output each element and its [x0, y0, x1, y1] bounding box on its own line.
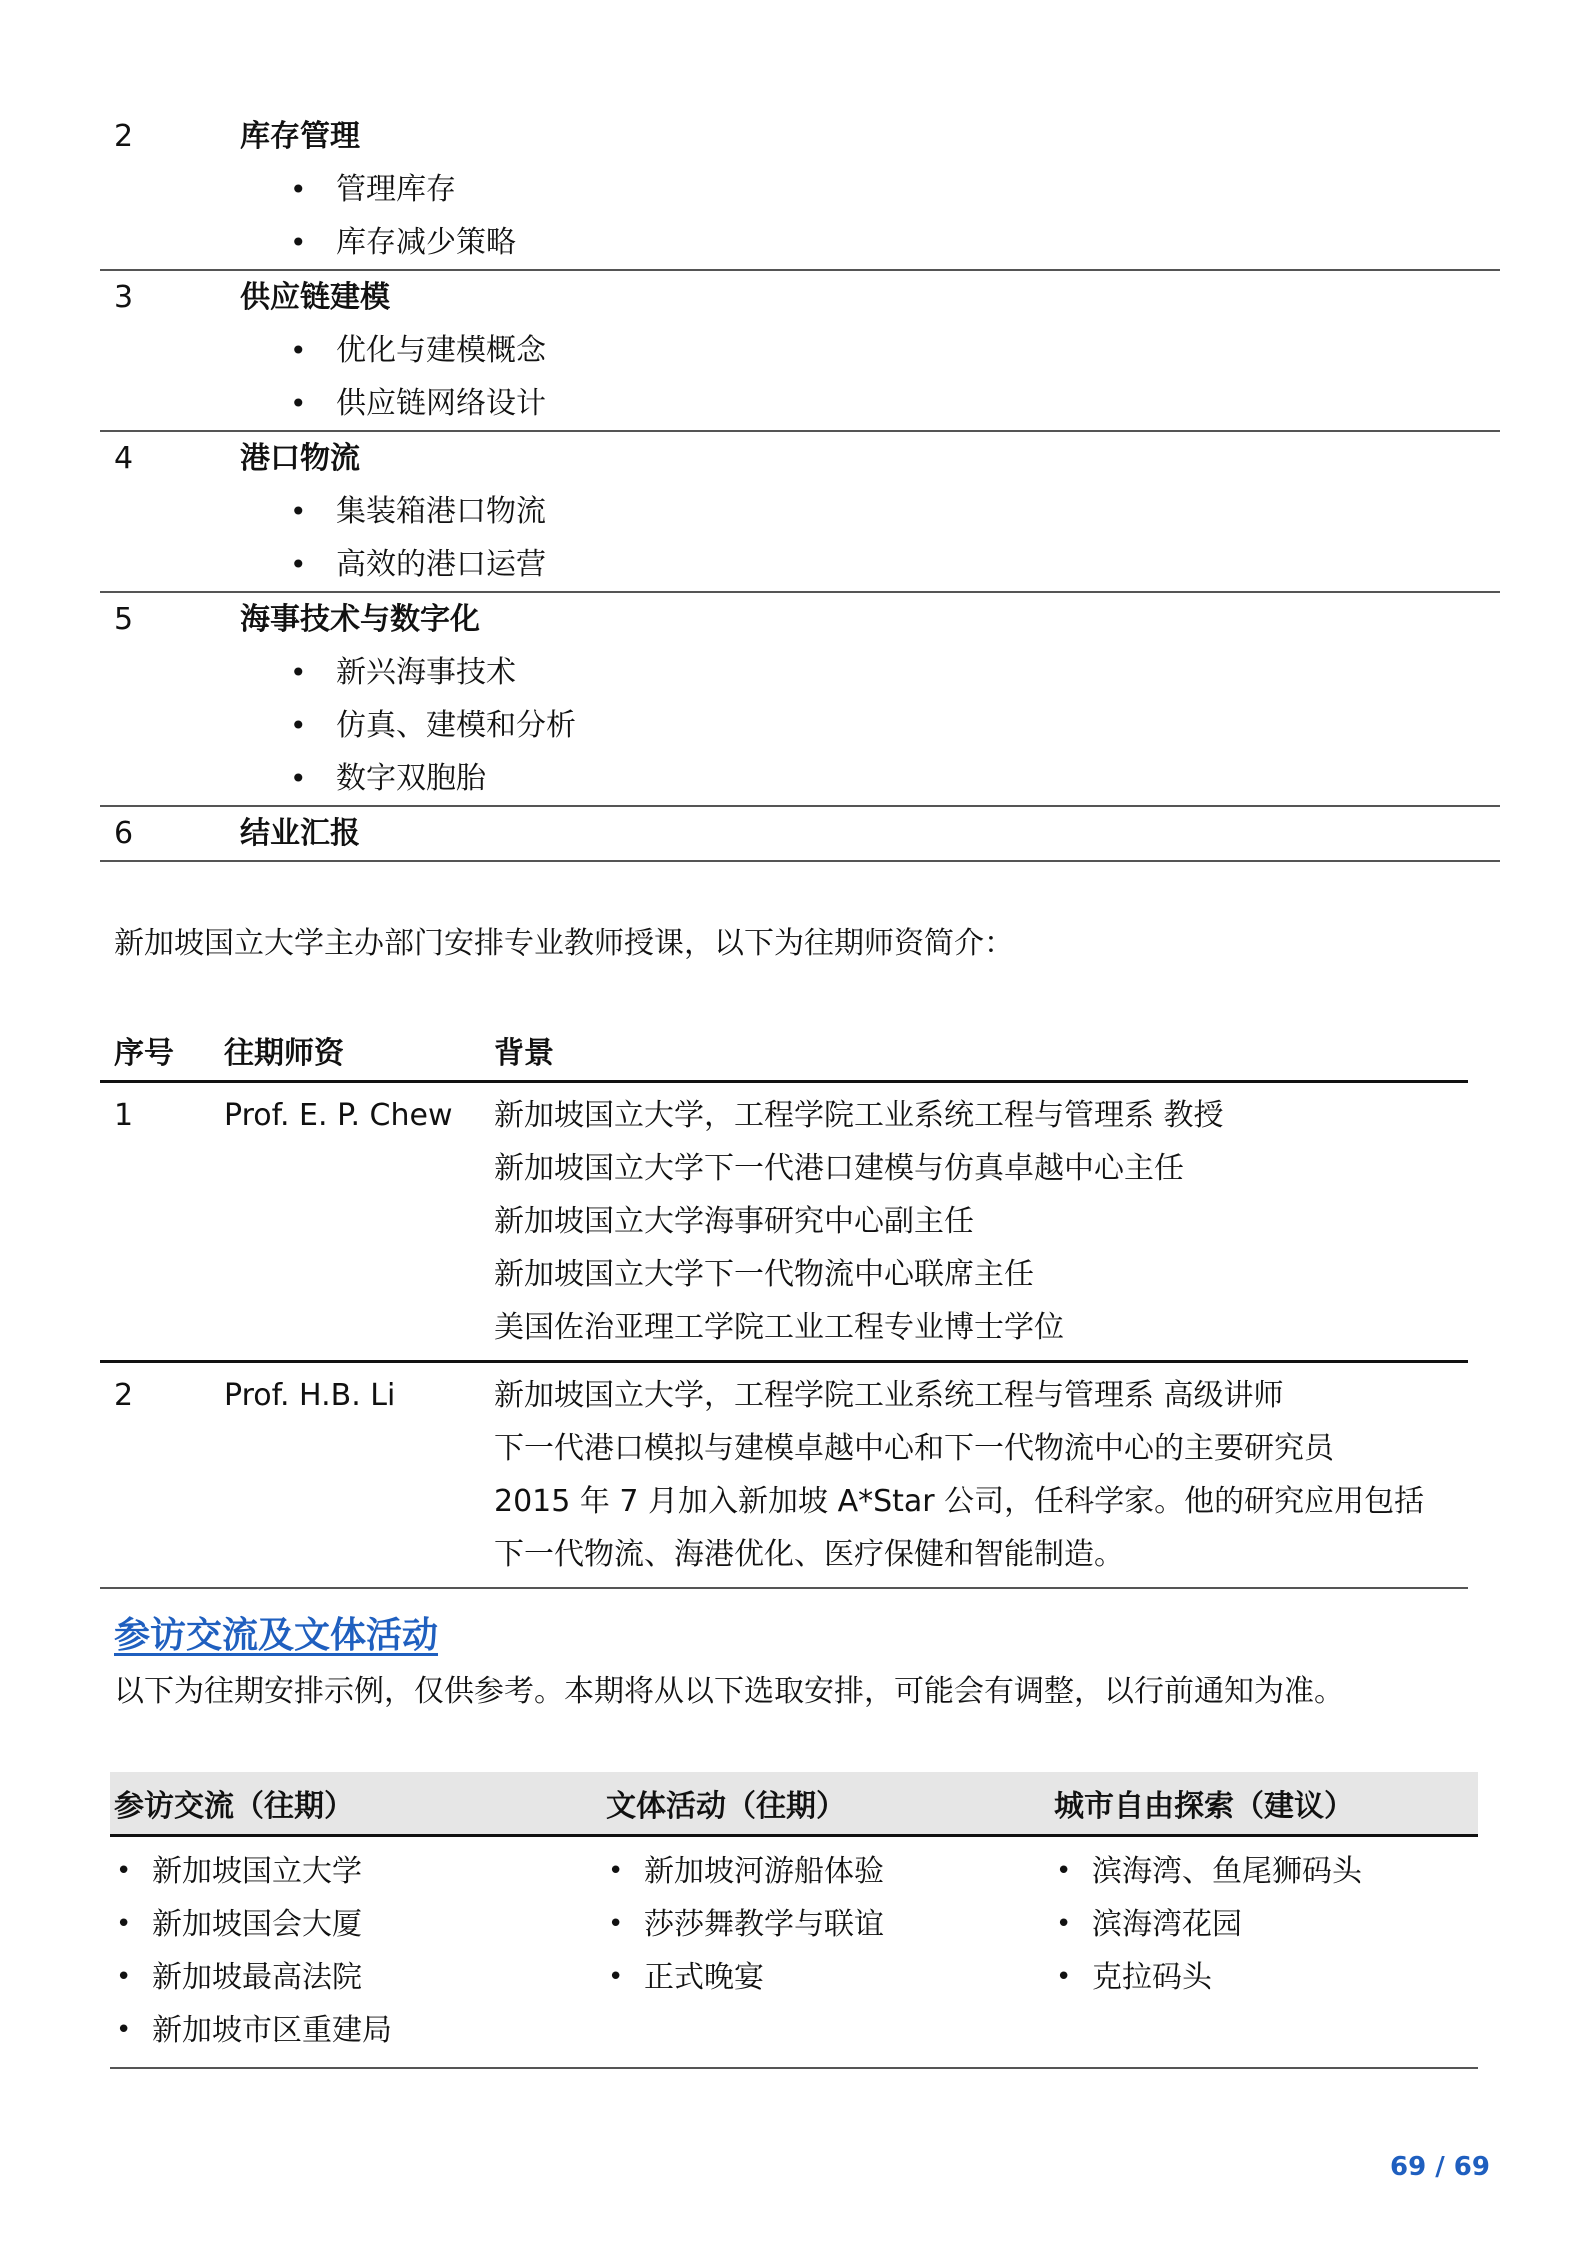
background-line: 下一代物流、海港优化、医疗保健和智能制造。 [494, 1537, 1124, 1572]
module-row [100, 110, 1500, 271]
activity-item [606, 1951, 1054, 2004]
culture-list [606, 1845, 1054, 2057]
section-title: 参访交流及文体活动 [114, 1615, 439, 1656]
module-row [100, 271, 1500, 432]
module-content [240, 593, 576, 805]
background-line: 新加坡国立大学下一代物流中心联席主任 [494, 1257, 1034, 1292]
module-topic-text: 高效的港口运营 [336, 547, 546, 582]
module-number: 3 [114, 280, 134, 315]
bullet-icon: • [1056, 1856, 1072, 1886]
module-topic-list [240, 163, 516, 269]
activity-text: 新加坡市区重建局 [152, 2013, 392, 2048]
faculty-background [494, 1369, 1468, 1581]
page-number: 69 / 69 [1390, 2152, 1490, 2182]
bullet-icon: • [290, 548, 307, 581]
header-background: 背景 [494, 1036, 554, 1071]
bullet-icon: • [1056, 1962, 1072, 1992]
faculty-table-header [100, 1022, 1468, 1083]
bullet-icon: • [290, 226, 307, 259]
header-index: 序号 [114, 1036, 174, 1071]
module-number: 5 [114, 602, 134, 637]
module-row [100, 807, 1500, 862]
module-topic-text: 新兴海事技术 [336, 655, 516, 690]
activity-item [1054, 1898, 1478, 1951]
module-topic-list [240, 324, 546, 430]
bullet-icon: • [290, 495, 307, 528]
activity-text: 新加坡国立大学 [152, 1854, 362, 1889]
faculty-row [100, 1083, 1468, 1363]
header-visits: 参访交流（往期） [114, 1789, 354, 1824]
header-faculty: 往期师资 [224, 1036, 344, 1071]
activity-text: 滨海湾、鱼尾狮码头 [1092, 1854, 1362, 1889]
module-title: 海事技术与数字化 [240, 602, 480, 637]
city-explore-list [1054, 1845, 1478, 2057]
bullet-icon: • [608, 1909, 624, 1939]
module-topic-list [240, 485, 546, 591]
bullet-icon: • [608, 1962, 624, 1992]
module-topic-item [240, 216, 516, 269]
module-topic-text: 供应链网络设计 [336, 386, 546, 421]
background-line: 新加坡国立大学，工程学院工业系统工程与管理系 教授 [494, 1098, 1224, 1133]
activities-table-body [110, 1837, 1478, 2069]
module-topic-item [240, 485, 546, 538]
activity-text: 正式晚宴 [644, 1960, 764, 1995]
module-topic-text: 管理库存 [336, 172, 456, 207]
module-table [100, 110, 1500, 862]
bullet-icon: • [290, 656, 307, 689]
module-topic-text: 数字双胞胎 [336, 761, 486, 796]
faculty-name: Prof. H.B. Li [224, 1378, 396, 1413]
module-topic-item [240, 699, 576, 752]
header-culture: 文体活动（往期） [606, 1789, 846, 1824]
faculty-row [100, 1363, 1468, 1589]
module-number: 4 [114, 441, 134, 476]
bullet-icon: • [116, 1962, 132, 1992]
bullet-icon: • [116, 1909, 132, 1939]
module-topic-list [240, 646, 576, 805]
module-topic-text: 仿真、建模和分析 [336, 708, 576, 743]
module-row [100, 593, 1500, 807]
module-number: 6 [114, 816, 134, 851]
module-topic-text: 集装箱港口物流 [336, 494, 546, 529]
header-city-explore: 城市自由探索（建议） [1054, 1789, 1354, 1824]
activities-table [110, 1772, 1478, 2069]
faculty-index: 1 [114, 1098, 134, 1133]
module-title: 结业汇报 [240, 816, 360, 851]
activity-text: 新加坡河游船体验 [644, 1854, 884, 1889]
module-title: 供应链建模 [240, 280, 390, 315]
bullet-icon: • [116, 2015, 132, 2045]
background-line: 新加坡国立大学，工程学院工业系统工程与管理系 高级讲师 [494, 1378, 1284, 1413]
faculty-background [494, 1089, 1468, 1354]
activity-item [114, 2004, 606, 2057]
module-content [240, 432, 546, 591]
activity-item [606, 1845, 1054, 1898]
module-row [100, 432, 1500, 593]
module-topic-text: 优化与建模概念 [336, 333, 546, 368]
background-line: 美国佐治亚理工学院工业工程专业博士学位 [494, 1310, 1064, 1345]
activities-table-header [110, 1772, 1478, 1837]
module-content [240, 807, 360, 860]
faculty-index: 2 [114, 1378, 134, 1413]
activity-text: 莎莎舞教学与联谊 [644, 1907, 884, 1942]
background-line: 2015 年 7 月加入新加坡 A*Star 公司，任科学家。他的研究应用包括 [494, 1484, 1425, 1519]
activity-item [114, 1898, 606, 1951]
faculty-name: Prof. E. P. Chew [224, 1098, 453, 1133]
module-title: 港口物流 [240, 441, 360, 476]
module-content [240, 110, 516, 269]
bullet-icon: • [1056, 1909, 1072, 1939]
module-topic-text: 库存减少策略 [336, 225, 516, 260]
activity-text: 滨海湾花园 [1092, 1907, 1242, 1942]
bullet-icon: • [290, 334, 307, 367]
background-line: 下一代港口模拟与建模卓越中心和下一代物流中心的主要研究员 [494, 1431, 1334, 1466]
section-note: 以下为往期安排示例，仅供参考。本期将从以下选取安排，可能会有调整，以行前通知为准。 [114, 1674, 1344, 1709]
bullet-icon: • [290, 387, 307, 420]
bullet-icon: • [608, 1856, 624, 1886]
module-topic-item [240, 646, 576, 699]
background-line: 新加坡国立大学海事研究中心副主任 [494, 1204, 974, 1239]
faculty-table [100, 1022, 1468, 1589]
module-content [240, 271, 546, 430]
module-topic-item [240, 752, 576, 805]
activity-item [1054, 1951, 1478, 2004]
bullet-icon: • [290, 709, 307, 742]
module-topic-item [240, 377, 546, 430]
activity-text: 新加坡最高法院 [152, 1960, 362, 1995]
faculty-intro-text: 新加坡国立大学主办部门安排专业教师授课，以下为往期师资简介： [114, 926, 1014, 961]
activity-item [114, 1951, 606, 2004]
activity-item [606, 1898, 1054, 1951]
bullet-icon: • [290, 173, 307, 206]
background-line: 新加坡国立大学下一代港口建模与仿真卓越中心主任 [494, 1151, 1184, 1186]
module-title: 库存管理 [240, 119, 360, 154]
activity-text: 克拉码头 [1092, 1960, 1212, 1995]
bullet-icon: • [116, 1856, 132, 1886]
activity-item [114, 1845, 606, 1898]
visits-list [110, 1845, 606, 2057]
activity-item [1054, 1845, 1478, 1898]
module-topic-item [240, 324, 546, 377]
module-number: 2 [114, 119, 134, 154]
module-topic-item [240, 538, 546, 591]
module-topic-item [240, 163, 516, 216]
bullet-icon: • [290, 762, 307, 795]
activity-text: 新加坡国会大厦 [152, 1907, 362, 1942]
